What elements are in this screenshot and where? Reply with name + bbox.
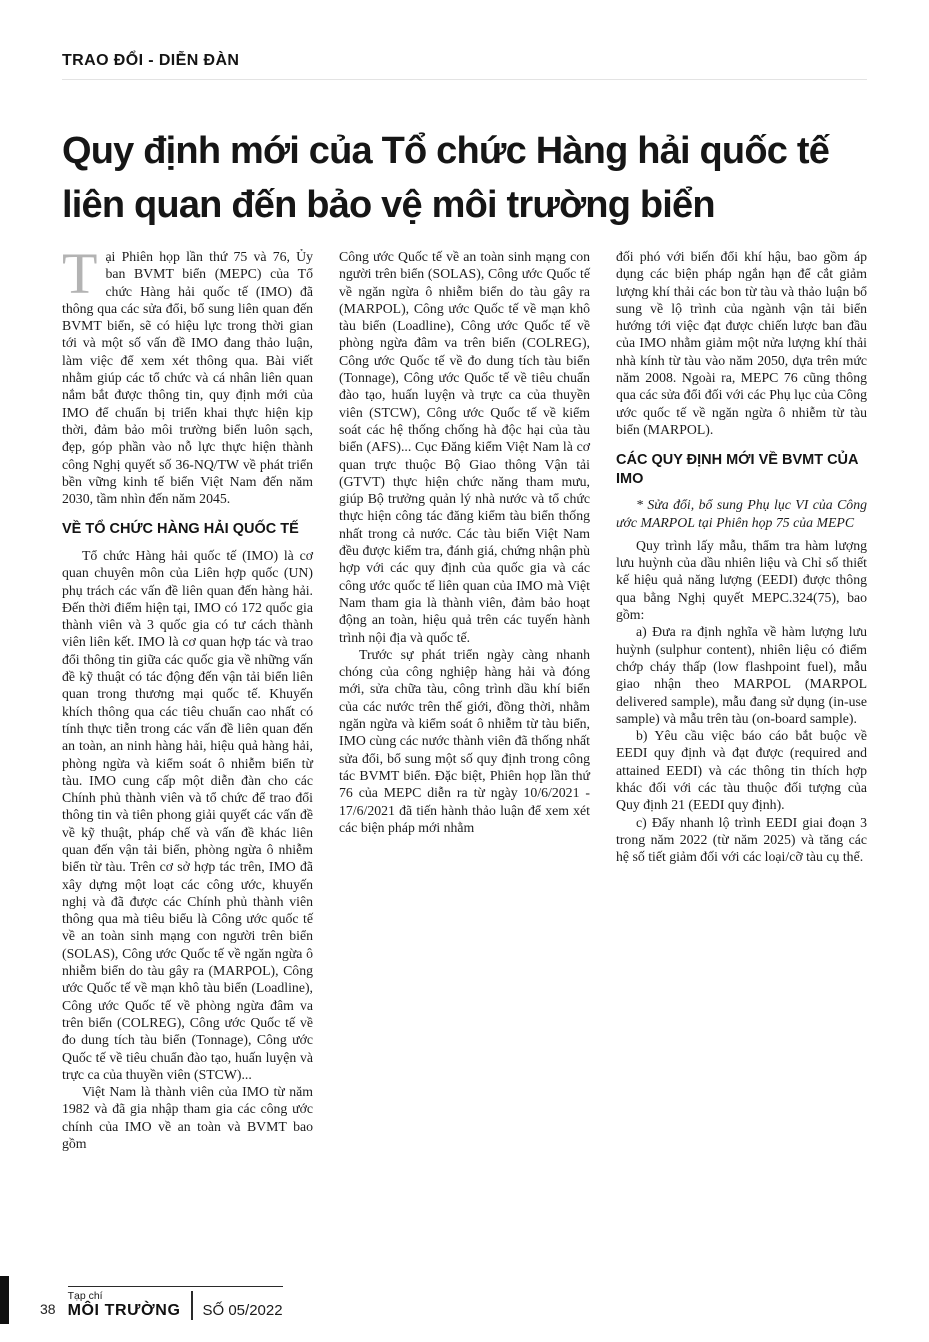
article-title-line2: liên quan đến bảo vệ môi trường biển <box>62 184 715 226</box>
paragraph-continuation: đối phó với biến đổi khí hậu, bao gồm áp dụng các biện pháp ngắn hạn để cắt giảm lượng khí thải các bon từ tàu và thảo luận bổ sung về lộ trình của ngành vận tải biển hướng tới việc đạt được chiến lược ban đầu của IMO nhằm giảm một nửa lượng khí thải nhà kính từ tàu vào năm 2050, dựa trên mức năm 2008. Ngoài ra, MEPC 76 cũng thông qua các sửa đổi đối với các Phụ lục của Công ước quốc tế về ngăn ngừa ô nhiễm từ tàu biển (MARPOL). <box>616 249 867 437</box>
page-edge-mark <box>0 1276 9 1324</box>
paragraph: Trước sự phát triển ngày càng nhanh chóng của công nghiệp hàng hải và đóng mới, sửa chữa tàu, công trình dầu khí biển của các nước trên thế giới, đồng thời, nhằm ngăn ngừa và kiểm soát ô nhiễm từ tàu biển, IMO cùng các nước thành viên đã thống nhất sửa đổi, bổ sung một số quy định trong công tác BVMT biển. Đặc biệt, Phiên họp lần thứ 76 của MEPC diễn ra từ ngày 10/6/2021 - 17/6/2021 đã tiến hành thảo luận để xem xét các biện pháp mới nhằm <box>339 646 590 835</box>
page-footer <box>40 1286 283 1320</box>
paragraph-item-c: c) Đẩy nhanh lộ trình EEDI giai đoạn 3 trong năm 2022 (từ năm 2025) và tăng các hệ số tiết giảm đối với các loại/cỡ tàu cụ thể. <box>616 814 867 865</box>
magazine-name: MÔI TRƯỜNG <box>67 1302 181 1319</box>
magazine-label: Tạp chí <box>67 1290 103 1302</box>
column-3 <box>616 248 867 1264</box>
drop-cap: T <box>62 248 98 306</box>
paragraph-continuation: Công ước Quốc tế về an toàn sinh mạng con người trên biển (SOLAS), Công ước Quốc tế về ngăn ngừa ô nhiễm biển do tàu gây ra (MARPOL), Công ước Quốc tế về mạn khô tàu biển (Loadline), Công ước Quốc tế về phòng ngừa đâm va trên biển (COLREG), Công ước Quốc tế về đo dung tích tàu biển (Tonnage), Công ước Quốc tế về tiêu chuẩn đào tạo, huấn luyện và trực ca của thuyền viên (STCW), Công ước Quốc tế về kiểm soát các hệ thống chống hà độc hại của tàu biển (AFS)... Cục Đăng kiểm Việt Nam là cơ quan trực thuộc Bộ Giao thông Vận tải (GTVT) thực hiện chức năng tham mưu, giúp Bộ trưởng quản lý nhà nước và tổ chức thực hiện công tác đăng kiểm tàu biển thống nhất trong cả nước. Các tàu biển Việt Nam đều được kiểm tra, đánh giá, chứng nhận phù hợp với các quy định của quốc gia và các công ước quốc tế liên quan của IMO mà Việt Nam tham gia là thành viên, đảm bảo hoạt động an toàn, hiệu quả trên các tuyến hành trình nội địa và quốc tế. <box>339 249 590 645</box>
page-number: 38 <box>40 1301 56 1317</box>
lead-paragraph <box>62 248 313 507</box>
magazine-brand-left <box>68 1290 181 1320</box>
column-2 <box>339 248 590 1264</box>
paragraph: Việt Nam là thành viên của IMO từ năm 1982 và đã gia nhập tham gia các công ước chính của IMO về an toàn và BVMT bao gồm <box>62 1084 313 1152</box>
section-heading-imo: VỀ TỔ CHỨC HÀNG HẢI QUỐC TẾ <box>62 521 299 538</box>
italic-note: * Sửa đổi, bổ sung Phụ lục VI của Công ước MARPOL tại Phiên họp 75 của MEPC <box>616 497 867 530</box>
footer-divider <box>191 1291 193 1320</box>
column-1 <box>62 248 313 1264</box>
paragraph: Tổ chức Hàng hải quốc tế (IMO) là cơ quan chuyên môn của Liên hợp quốc (UN) phụ trách các vấn đề liên quan đến hàng hải. Đến thời điểm hiện tại, IMO có 172 quốc gia thành viên và 3 quốc gia có tư cách thành viên liên kết. IMO là cơ quan hợp tác và trao đổi thông tin giữa các quốc gia về những vấn đề kỹ thuật có tác động đến vận tải biển liên quan trong thương mại quốc tế. Khuyến khích thông qua các tiêu chuẩn cao nhất có tính thực tiễn trong các vấn đề liên quan đến an toàn, an ninh hàng hải, hiệu quả hàng hải, phòng ngừa và kiểm soát ô nhiễm biển từ tàu. IMO cung cấp một diễn đàn cho các Chính phủ thành viên và tổ chức để trao đổi thông tin và tiên phong giải quyết các vấn đề về kỹ thuật, pháp chế và vấn đề khác liên quan đến vận tải biển, phòng ngừa ô nhiễm biển từ tàu. Trên cơ sở hợp tác trên, IMO đã xây dựng một loạt các công ước, khuyến nghị và đã được các Chính phủ thành viên thông qua mà tiêu biểu là Công ước quốc tế về an toàn sinh mạng con người trên biển (SOLAS), Công ước Quốc tế về ngăn ngừa ô nhiễm biển do tàu gây ra (MARPOL), Công ước Quốc tế về mạn khô tàu biển (Loadline), Công ước Quốc tế về phòng ngừa đâm va trên biển (COLREG), Công ước Quốc tế về đo dung tích tàu biển (Tonnage), Công ước Quốc tế về tiêu chuẩn đào tạo, huấn luyện và trực ca của thuyền viên (STCW)... <box>62 547 313 1082</box>
paragraph-item-a: a) Đưa ra định nghĩa về hàm lượng lưu huỳnh (sulphur content), nhiên liệu có điểm chớp cháy thấp (low flashpoint fuel), mẫu giao nhận theo MARPOL (MARPOL delivered sample), mẫu đang sử dụng (in-use sample) và mẫu trên tàu (on-board sample). <box>616 624 867 726</box>
section-heading-new-regulations: CÁC QUY ĐỊNH MỚI VỀ BVMT CỦA IMO <box>616 452 858 487</box>
lead-paragraph-text: ại Phiên họp lần thứ 75 và 76, Ủy ban BVMT biển (MEPC) của Tổ chức Hàng hải quốc tế (IMO) đã thông qua các sửa đổi, bổ sung liên quan đến BVMT biển, sẽ có hiệu lực trong thời gian tới và một số vấn đề IMO đang thảo luận, làm việc để xem xét thông qua. Bài viết nhằm giúp các tổ chức và cá nhân liên quan nắm bắt được thông tin, quy định mới của IMO để chuẩn bị triển khai thực hiện kịp thời, đảm bảo môi trường biển luôn sạch, đẹp, góp phần vào nỗ lực thực hiện thành công Nghị quyết số 36-NQ/TW về phát triển bền vững kinh tế biển Việt Nam đến năm 2030, tầm nhìn đến năm 2045. <box>62 249 313 507</box>
article-body <box>62 248 867 1264</box>
issue-number: SỐ 05/2022 <box>202 1302 283 1319</box>
magazine-brand-block <box>68 1286 283 1320</box>
section-label: TRAO ĐỔI - DIỄN ĐÀN <box>62 52 867 80</box>
article-title-line1: Quy định mới của Tổ chức Hàng hải quốc tế <box>62 130 830 172</box>
paragraph: Quy trình lấy mẫu, thẩm tra hàm lượng lưu huỳnh của dầu nhiên liệu và Chỉ số thiết kế hiệu quả năng lượng (EEDI) được thông qua bằng Nghị quyết MEPC.324(75), bao gồm: <box>616 537 867 623</box>
article-title <box>62 124 889 232</box>
paragraph-item-b: b) Yêu cầu việc báo cáo bắt buộc về EEDI quy định và đạt được (required and attained EEDI) và các thông tin thích hợp khác đối với các tàu thuộc đối tượng của Quy định 21 (EEDI quy định). <box>616 728 867 813</box>
